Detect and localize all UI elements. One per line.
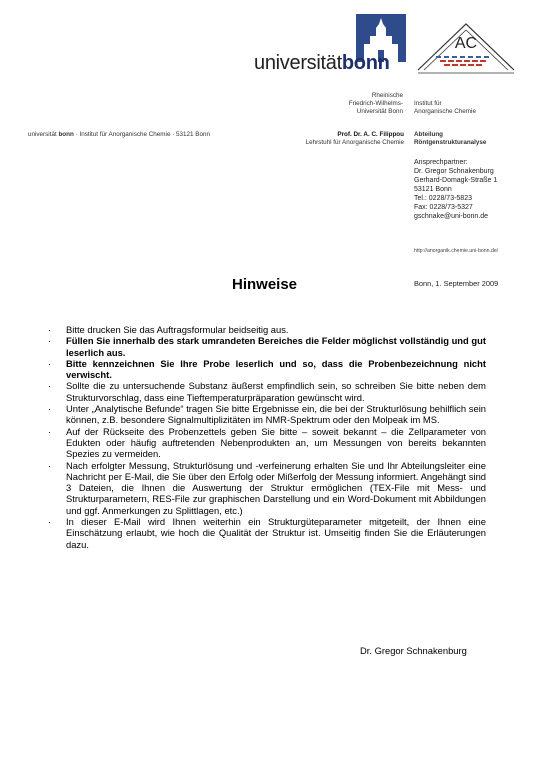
note-text: Nach erfolgter Messung, Strukturlösung und -verfeinerung erhalten Sie und Ihr Abteilungsleiter eine Nachricht per E-Mail, die Sie über den Erfolg oder Mißerfolg der Messung informiert. Angehängt sind 3 Dateien, die Ihnen die Auswertung der Struktur ermöglichen (TEX-File mit Mess- und Strukturparametern, RES-File zur graphischen Darstellung und ein Word-Dokument mit Abbildungen und ggf. Anmerkungen zu Splittlagen, etc.) — [66, 459, 486, 516]
bullet-icon: · — [48, 357, 52, 369]
wordmark-bonn: bonn — [341, 52, 390, 74]
contact-city: 53121 Bonn — [414, 186, 452, 193]
professor-name: Prof. Dr. A. C. Filippou — [337, 131, 404, 138]
address-line: Rheinische — [371, 92, 403, 99]
note-text: Bitte drucken Sie das Auftragsformular beidseitig aus. — [66, 324, 289, 335]
note-text: Füllen Sie innerhalb des stark umrandeten Bereiches die Felder möglichst vollständig und gut leserlich aus. — [66, 335, 486, 358]
sender-rest: · Institut für Anorganische Chemie · 53121 Bonn — [73, 131, 211, 138]
note-item — [48, 324, 486, 335]
professor-block — [292, 131, 404, 147]
note-item — [48, 380, 486, 403]
address-line: Universität Bonn — [356, 108, 403, 116]
ac-logo-text: AC — [454, 35, 478, 52]
contact-email[interactable]: gschnake@uni-bonn.de — [414, 213, 489, 220]
department-line: Abteilung — [414, 131, 444, 138]
institute-line: Anorganische Chemie — [414, 108, 476, 116]
note-item — [48, 516, 486, 550]
contact-phone: Tel.: 0228/73-5823 — [414, 195, 472, 202]
sender-line — [28, 131, 210, 139]
bullet-icon: · — [48, 425, 52, 437]
website-url[interactable]: http://anorganik.chemie.uni-bonn.de/ — [414, 248, 499, 254]
note-text: Bitte kennzeichnen Sie Ihre Probe leserlich und so, dass die Probenbezeichnung nicht verwischt. — [66, 357, 486, 381]
note-text: Sollte die zu untersuchende Substanz äußerst empfindlich sein, so schreiben Sie bitte neben dem Strukturvorschlag, dass eine Tieftemperaturpräparation gewünscht wird. — [66, 380, 486, 403]
department-block — [414, 131, 524, 147]
note-item — [48, 357, 486, 381]
note-text: Unter „Analytische Befunde“ tragen Sie bitte Ergebnisse ein, die bei der Strukturlösung behilflich sein können, z.B. besondere Signalmultiplizitäten im NMR-Spektrum oder den Molpeak im MS. — [66, 403, 486, 426]
institute-line: Institut für — [414, 100, 442, 107]
address-line: Friedrich-Wilhelms- — [348, 100, 403, 108]
contact-heading: Ansprechpartner: — [414, 159, 468, 166]
contact-fax: Fax: 0228/73-5327 — [414, 204, 473, 211]
note-item — [48, 335, 486, 358]
note-item — [48, 403, 486, 426]
note-item — [48, 459, 486, 516]
signature: Dr. Gregor Schnakenburg — [360, 645, 467, 656]
institute-name — [414, 100, 524, 116]
bullet-icon: · — [48, 403, 52, 415]
bullet-icon: · — [48, 380, 52, 392]
professor-chair: Lehrstuhl für Anorganische Chemie — [305, 139, 404, 147]
university-wordmark — [254, 52, 390, 75]
note-item — [48, 425, 486, 460]
bullet-icon: · — [48, 324, 52, 335]
ac-logo — [414, 18, 520, 80]
bullet-icon: · — [48, 335, 52, 347]
department-line: Röntgenstrukturanalyse — [414, 139, 487, 147]
contact-person: Dr. Gregor Schnakenburg — [414, 168, 494, 175]
note-text: Auf der Rückseite des Probenzettels geben Sie bitte – soweit bekannt – die Zellparameter von Edukten oder häufig auftretenden Nebenprodukten an, um Messungen von bereits bekannten Spezies zu vermeiden. — [66, 425, 486, 460]
bullet-icon: · — [48, 516, 52, 528]
contact-block — [414, 158, 534, 221]
wordmark-prefix: universität — [254, 52, 342, 74]
notes-list — [48, 324, 486, 550]
university-address — [307, 92, 403, 117]
contact-street: Gerhard-Domagk-Straße 1 — [414, 177, 498, 184]
sender-prefix: universität — [28, 131, 59, 138]
sender-bonn: bonn — [58, 131, 74, 138]
date-line: Bonn, 1. September 2009 — [414, 279, 499, 288]
note-text: In dieser E-Mail wird Ihnen weiterhin ein Strukturgüteparameter mitgeteilt, der Ihnen eine Einschätzung erlaubt, wie hoch die Qualität der Struktur ist. Umseitig finden Sie die Erläuterungen dazu. — [66, 516, 486, 550]
bullet-icon: · — [48, 459, 52, 471]
page-title: Hinweise — [232, 276, 298, 293]
